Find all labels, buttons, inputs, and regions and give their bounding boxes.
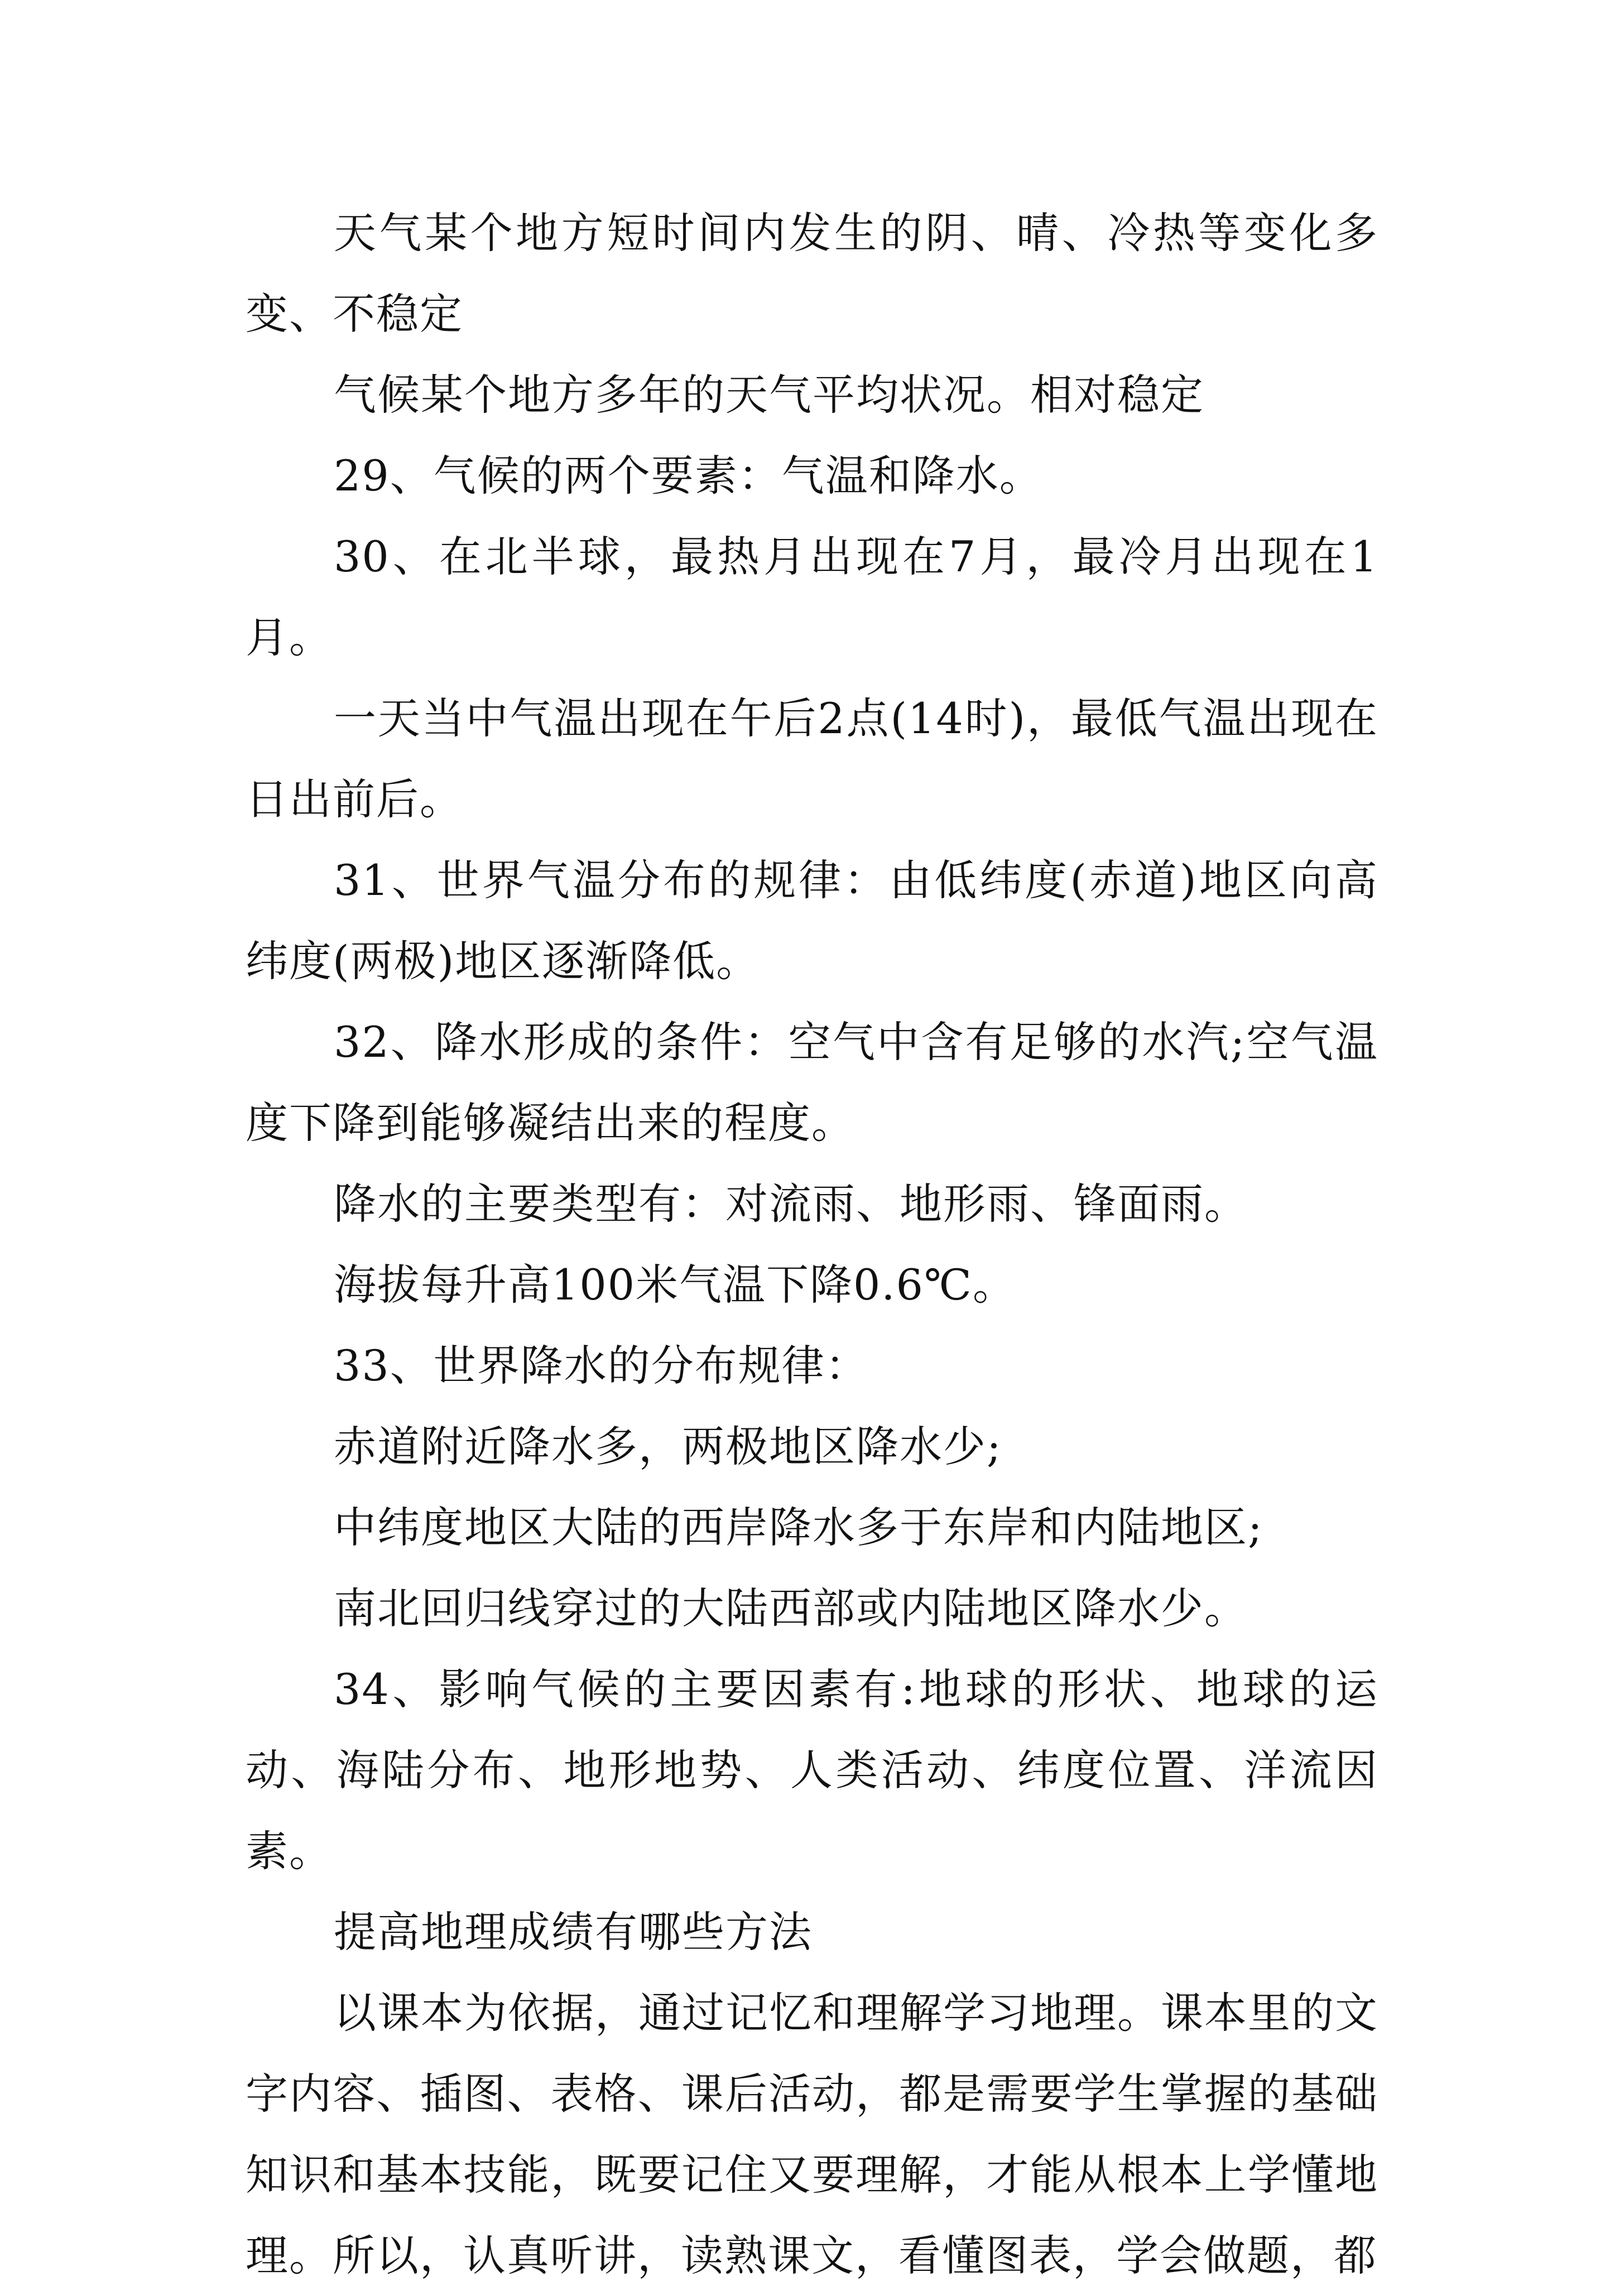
paragraph-climate-definition: 气候某个地方多年的天气平均状况。相对稳定 xyxy=(334,370,1204,420)
paragraph-tropics-precipitation: 南北回归线穿过的大陆西部或内陆地区降水少。 xyxy=(334,1583,1248,1633)
paragraph-33: 33、世界降水的分布规律： xyxy=(334,1341,869,1390)
paragraph-equator-precipitation: 赤道附近降水多，两极地区降水少; xyxy=(334,1422,1002,1471)
paragraph-weather-definition: 天气某个地方短时间内发生的阴、晴、冷热等变化多变、不稳定 xyxy=(246,208,1378,339)
paragraph-32: 32、降水形成的条件：空气中含有足够的水汽;空气温度下降到能够凝结出来的程度。 xyxy=(246,1017,1378,1148)
paragraph-altitude-temperature: 海拔每升高100米气温下降0.6℃。 xyxy=(334,1260,1016,1310)
paragraph-precipitation-types: 降水的主要类型有：对流雨、地形雨、锋面雨。 xyxy=(334,1179,1248,1229)
paragraph-29: 29、气候的两个要素：气温和降水。 xyxy=(334,451,1043,500)
paragraph-mid-latitude-precipitation: 中纬度地区大陆的西岸降水多于东岸和内陆地区; xyxy=(334,1503,1263,1552)
paragraph-study-method: 以课本为依据，通过记忆和理解学习地理。课本里的文字内容、插图、表格、课后活动，都是需要学生掌握的基础知识和基本技能，既要记住又要理解，才能从根本上学懂地理。所以，认真听讲，读熟课文，看懂图表，学会做题，都 xyxy=(246,1988,1378,2280)
document-body xyxy=(246,192,1378,2296)
paragraph-30: 30、在北半球，最热月出现在7月，最冷月出现在1月。 xyxy=(246,532,1378,662)
paragraph-34: 34、影响气候的主要因素有:地球的形状、地球的运动、海陆分布、地形地势、人类活动、纬度位置、洋流因素。 xyxy=(246,1664,1378,1876)
paragraph-daily-temperature: 一天当中气温出现在午后2点(14时)，最低气温出现在日出前后。 xyxy=(246,694,1378,824)
paragraph-31: 31、世界气温分布的规律：由低纬度(赤道)地区向高纬度(两极)地区逐渐降低。 xyxy=(246,855,1378,986)
section-heading-study-methods: 提高地理成绩有哪些方法 xyxy=(334,1907,813,1957)
